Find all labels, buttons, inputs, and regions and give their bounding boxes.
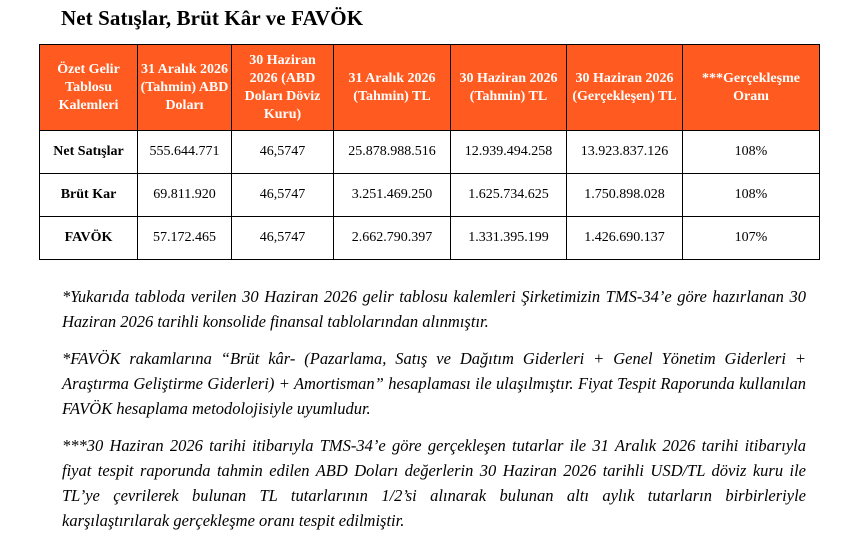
header-usd-forecast-col: 31 Aralık 2026 (Tahmin) ABD Doları (138, 45, 232, 131)
page-title: Net Satışlar, Brüt Kâr ve FAVÖK (61, 6, 364, 30)
income-summary-table (39, 44, 820, 260)
note-realization-method: ***30 Haziran 2026 tarihi itibarıyla TMS-34’e göre gerçekleşen tutarlar ile 31 Aralık 2026 tarihi itibarıyla fiyat tespit raporunda tahmin edilen ABD Doları değerlerin 30 Haziran 2026 tarihli USD/TL döviz kuru ile TL’ye çevrilerek bulunan TL tutarlarının 1/2’si alınarak bulunan altı aylık tutarların birbirleriyle karşılaştırılarak gerçekleşme oranı tespit edilmiştir. (62, 436, 806, 530)
table-cell: 69.811.920 (138, 174, 232, 217)
table-header-row (40, 45, 820, 131)
table-cell: 108% (683, 174, 820, 217)
table-cell: 1.625.734.625 (451, 174, 567, 217)
header-realization-col: ***Gerçekleşme Oranı (683, 45, 820, 131)
note-ebitda-method: *FAVÖK rakamlarına “Brüt kâr- (Pazarlama, Satış ve Dağıtım Giderleri + Genel Yönetim Giderleri + Araştırma Geliştirme Giderleri) + Amortisman” hesaplaması ile ulaşılmıştır. Fiyat Tespit Raporunda kullanılan FAVÖK hesaplama metodolojisiyle uyumludur. (62, 349, 806, 418)
table-row (40, 174, 820, 217)
table-cell: 555.644.771 (138, 131, 232, 174)
table-row (40, 131, 820, 174)
row-label: Net Satışlar (40, 131, 138, 174)
table-cell: 57.172.465 (138, 217, 232, 260)
table-cell: 46,5747 (232, 217, 334, 260)
header-tl-forecast-half-col: 30 Haziran 2026 (Tahmin) TL (451, 45, 567, 131)
table-cell: 3.251.469.250 (334, 174, 451, 217)
table-row (40, 217, 820, 260)
table-cell: 1.331.395.199 (451, 217, 567, 260)
table-cell: 46,5747 (232, 174, 334, 217)
header-fx-rate-col: 30 Haziran 2026 (ABD Doları Döviz Kuru) (232, 45, 334, 131)
table-cell: 12.939.494.258 (451, 131, 567, 174)
table-cell: 2.662.790.397 (334, 217, 451, 260)
table-cell: 46,5747 (232, 131, 334, 174)
table-cell: 25.878.988.516 (334, 131, 451, 174)
table-cell: 107% (683, 217, 820, 260)
row-label: Brüt Kar (40, 174, 138, 217)
note-source: *Yukarıda tabloda verilen 30 Haziran 2026 gelir tablosu kalemleri Şirketimizin TMS-34’e göre hazırlanan 30 Haziran 2026 tarihli konsolide finansal tablolarından alınmıştır. (62, 287, 806, 331)
table-cell: 1.750.898.028 (567, 174, 683, 217)
header-tl-actual-col: 30 Haziran 2026 (Gerçekleşen) TL (567, 45, 683, 131)
table-cell: 13.923.837.126 (567, 131, 683, 174)
row-label: FAVÖK (40, 217, 138, 260)
header-tl-forecast-annual-col: 31 Aralık 2026 (Tahmin) TL (334, 45, 451, 131)
header-item-col: Özet Gelir Tablosu Kalemleri (40, 45, 138, 131)
table-cell: 108% (683, 131, 820, 174)
table-cell: 1.426.690.137 (567, 217, 683, 260)
